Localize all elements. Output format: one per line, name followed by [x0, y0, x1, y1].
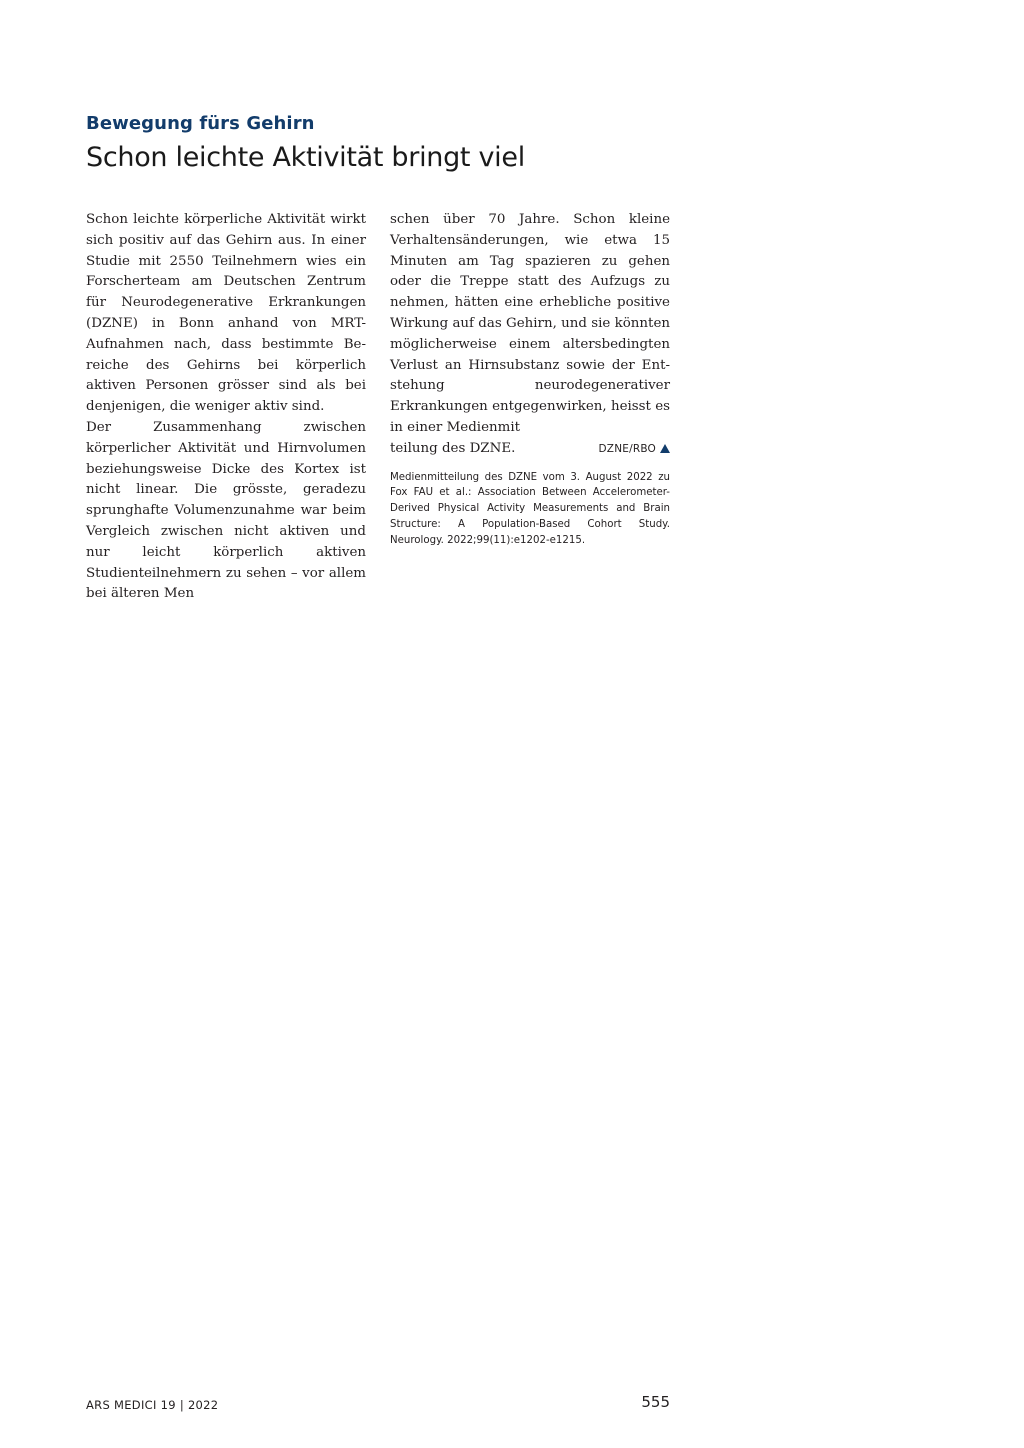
text-column-left — [86, 210, 366, 605]
article-title: Schon leichte Aktivität bringt viel — [86, 142, 525, 173]
paragraph-1: Schon leichte körperliche Aktivität wirkt sich positiv auf das Gehirn aus. In einer Studie mit 2550 Teilnehmern wies ein Forscherteam am Deutschen Zentrum für Neurodegenerative Erkrankungen (DZNE) in Bonn anhand von MRT-Aufnahmen nach, dass bestimmte Bereiche des Gehirns bei körperlich aktiven Personen grösser sind als bei denjenigen, die weniger aktiv sind. — [86, 212, 366, 415]
footer-page-number: 555 — [641, 1393, 670, 1411]
paragraph-2-part-2: schen über 70 Jahre. Schon kleine Verhaltensänderungen, wie etwa 15 Minuten am Tag spazieren zu gehen oder die Treppe statt des Aufzugs zu nehmen, hätten eine erhebliche positive Wirkung auf das Gehirn, und sie könnten möglicherweise einem altersbedingten Verlust an Hirnsubstanz sowie der Entstehung neurodegenerativer Erkrankungen entgegenwirken, heisst es in einer Medienmit — [390, 212, 670, 435]
author-signature — [599, 439, 670, 460]
footer-journal: ARS MEDICI 19 | 2022 — [86, 1398, 219, 1412]
paragraph-2-end: teilung des DZNE. — [390, 440, 516, 456]
reference-note: Medienmitteilung des DZNE vom 3. August 2022 zu Fox FAU et al.: Association Between Accelerometer-Derived Physical Activity Measurements and Brain Structure: A Population-Based Cohort Study. Neurology. 2022;99(11):e1202-e1215. — [390, 471, 670, 546]
triangle-up-icon — [660, 444, 670, 453]
article-kicker: Bewegung fürs Gehirn — [86, 113, 315, 134]
text-column-right — [390, 210, 670, 549]
signature-text: DZNE/RBO — [598, 442, 656, 455]
paragraph-2-last-line — [390, 439, 670, 460]
paragraph-2-part-1: Der Zusammenhang zwischen körperlicher Aktivität und Hirnvolumen beziehungsweise Dicke des Kortex ist nicht linear. Die grösste, geradezu sprunghafte Volumenzunahme war beim Vergleich zwischen nicht aktiven und nur leicht körperlich aktiven Studienteilnehmern zu sehen – vor allem bei älteren Men — [86, 419, 366, 602]
